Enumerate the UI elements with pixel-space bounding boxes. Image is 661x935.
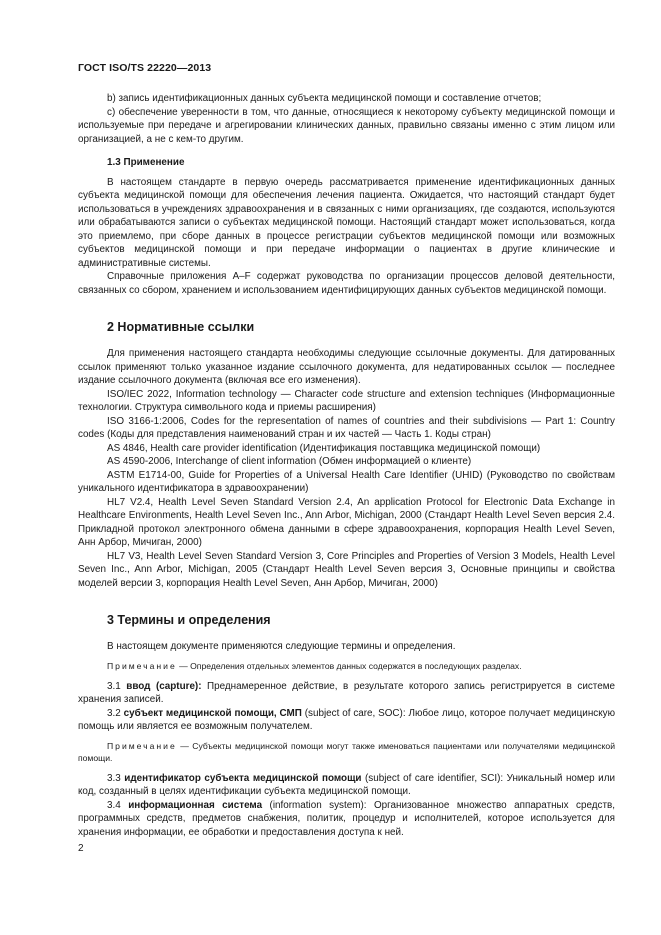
note-label: Примечание bbox=[107, 660, 177, 671]
section-1-3-paragraph-1: В настоящем стандарте в первую очередь рассматривается применение идентификационных данных субъекта медицинской помощи для обеспечения лечения пациента. Ожидается, что настоящий стандарт будет использоваться в учреждениях здравоохранения и в связанных с ними организациях, где создаются, используются или обрабатываются записи о субъектах медицинской помощи. Настоящий стандарт может использоваться, когда это приемлемо, при сборе данных в процессе регистрации субъектов медицинской помощи или возможных субъектов медицинской помощи и при передаче информации о пациентах в другие клинические и административные системы. bbox=[78, 176, 615, 269]
reference-item: HL7 V2.4, Health Level Seven Standard Version 2.4, An application Protocol for Electronic Data Exchange in Healthcare Environments, Health Level Seven Inc., Ann Arbor, Michigan, 2000 (Стандарт Health Level Seven версия 2.4. Прикладной протокол электронного обмена данными в сфере здравоохранения, корпорация Health Level Seven, Анн Арбор, Мичиган, 2000) bbox=[78, 496, 615, 548]
term-definition: Преднамеренное действие, в результате которого запись регистрируется в системе хранения записей. bbox=[78, 680, 615, 705]
reference-item: ISO 3166-1:2006, Codes for the representation of names of countries and their subdivisions — Part 1: Country codes (Коды для представления наименований стран и их частей — Часть 1. Коды стран) bbox=[78, 415, 615, 440]
term-3-4 bbox=[78, 799, 615, 840]
list-item-b: b) запись идентификационных данных субъекта медицинской помощи и составление отчетов; bbox=[107, 93, 542, 104]
reference-item: ASTM E1714-00, Guide for Properties of a Universal Health Care Identifier (UHID) (Руководство по свойствам уникального идентификатора в здравоохранении) bbox=[78, 469, 615, 494]
reference-item: HL7 V3, Health Level Seven Standard Version 3, Core Principles and Properties of Version 3 Models, Health Level Seven Inc., Ann Arbor, Michigan, 2005 (Стандарт Health Level Seven версия 3, Основные принципы и свойства моделей версии 3, корпорация Health Level Seven, Анн Арбор, Мичиган, 2000) bbox=[78, 550, 615, 589]
term-definition: (subject of care, SOC): Любое лицо, которое получает медицинскую помощь или является ее возможным получателем. bbox=[78, 707, 615, 732]
term-number: 3.3 bbox=[107, 772, 125, 784]
standard-header: ГОСТ ISO/TS 22220—2013 bbox=[78, 62, 212, 74]
term-number: 3.1 bbox=[107, 680, 127, 692]
document-body bbox=[78, 92, 615, 839]
term-3-2 bbox=[78, 707, 615, 734]
page-number: 2 bbox=[78, 843, 84, 854]
note-label: Примечание bbox=[107, 740, 177, 751]
note-2-text: — Субъекты медицинской помощи могут также именоваться пациентами или получателями медицинской помощи. bbox=[78, 740, 615, 763]
term-definition: (subject of care identifier, SCI): Уникальный номер или код, созданный в целях идентификации субъекта медицинской помощи. bbox=[78, 772, 615, 797]
term-number: 3.4 bbox=[107, 799, 129, 811]
section-3-intro: В настоящем документе применяются следующие термины и определения. bbox=[107, 641, 456, 652]
note-1-text: — Определения отдельных элементов данных содержатся в последующих разделах. bbox=[176, 660, 522, 671]
note-2 bbox=[78, 740, 615, 764]
reference-item: AS 4846, Health care provider identification (Идентификация поставщика медицинской помощи) bbox=[107, 442, 541, 454]
section-2-heading: 2 Нормативные ссылки bbox=[107, 320, 255, 334]
note-1 bbox=[78, 660, 615, 672]
term-number: 3.2 bbox=[107, 707, 124, 719]
term-name: информационная система bbox=[128, 799, 263, 811]
term-name: идентификатор субъекта медицинской помощи bbox=[124, 772, 362, 784]
section-3-heading: 3 Термины и определения bbox=[107, 613, 271, 627]
list-item-c: c) обеспечение уверенности в том, что данные, относящиеся к некоторому субъекту медицинской помощи и используемые при передаче и агрегировании клинических данных, правильно связаны именно с этим лицом или организацией, а не с кем-то другим. bbox=[78, 106, 615, 145]
term-3-3 bbox=[78, 772, 615, 799]
term-name: субъект медицинской помощи, СМП bbox=[123, 707, 302, 719]
term-3-1 bbox=[78, 680, 615, 707]
section-2-intro: Для применения настоящего стандарта необходимы следующие ссылочные документы. Для датированных ссылок применяют только указанное издание ссылочного документа, для недатированных ссылок — последнее издание ссылочного документа (включая все его изменения). bbox=[78, 348, 615, 386]
term-definition: (information system): Организованное множество аппаратных средств, программных средств, предметов снабжения, политик, процедур и исполнителей, которое используется для хранения информации, ее обработки и предоставления доступа к ней. bbox=[78, 799, 615, 838]
term-name: ввод (capture): bbox=[126, 680, 202, 692]
reference-item: AS 4590-2006, Interchange of client information (Обмен информацией о клиенте) bbox=[107, 456, 472, 467]
reference-item: ISO/IEC 2022, Information technology — Character code structure and extension techniques (Информационные технологии. Структура символьного кода и приемы расширения) bbox=[78, 388, 615, 413]
section-1-3-paragraph-2: Справочные приложения А–F содержат руководства по организации процессов деловой деятельности, связанных со сбором, хранением и использованием идентифицирующих данных субъектов медицинской помощи. bbox=[78, 271, 615, 296]
section-1-3-heading: 1.3 Применение bbox=[107, 157, 185, 168]
